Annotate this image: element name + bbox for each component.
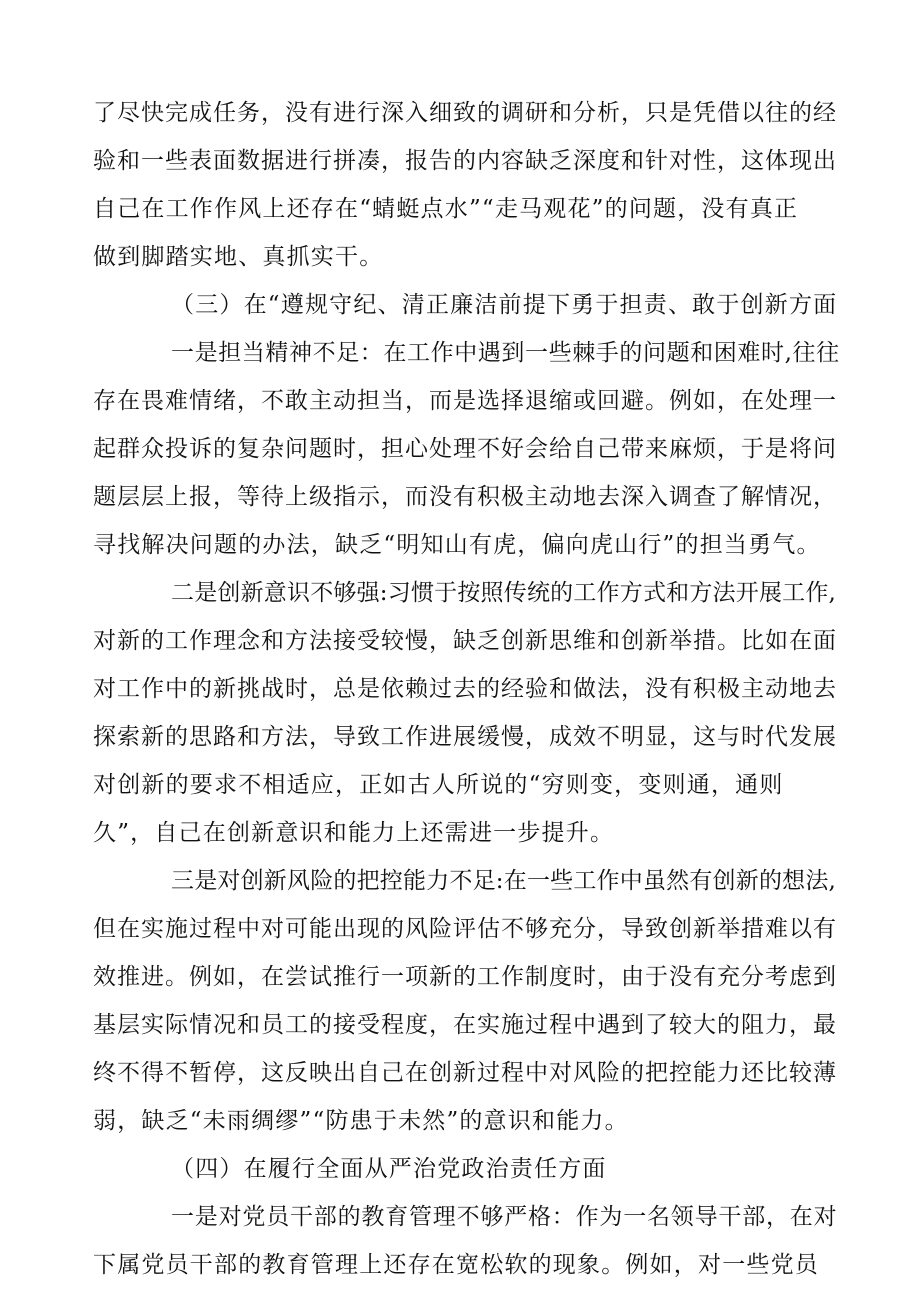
text-line: 基层实际情况和员工的接受程度，在实施过程中遇到了较大的阻力，最	[93, 1012, 837, 1038]
text-line: 一是担当精神不足：在工作中遇到一些棘手的问题和困难时,往往	[171, 340, 840, 366]
section-heading: （三）在“遵规守纪、清正廉洁前提下勇于担责、敢于创新方面	[171, 292, 838, 318]
text-line: 弱，缺乏“未雨绸缪”“防患于未然”的意识和能力。	[93, 1108, 629, 1134]
text-line: 一是对党员干部的教育管理不够严格：作为一名领导干部，在对	[171, 1204, 838, 1230]
text-line: 了尽快完成任务，没有进行深入细致的调研和分析，只是凭借以往的经	[93, 100, 837, 126]
text-line: 对新的工作理念和方法接受较慢，缺乏创新思维和创新举措。比如在面	[93, 628, 837, 654]
text-line: 三是对创新风险的把控能力不足:在一些工作中虽然有创新的想法,	[171, 868, 837, 894]
text-line: 对工作中的新挑战时，总是依赖过去的经验和做法，没有积极主动地去	[93, 676, 837, 702]
text-line: 但在实施过程中对可能出现的风险评估不够充分，导致创新举措难以有	[93, 916, 837, 942]
text-line: 效推进。例如，在尝试推行一项新的工作制度时，由于没有充分考虑到	[93, 964, 837, 990]
text-line: 题层层上报，等待上级指示，而没有积极主动地去深入调查了解情况，	[93, 484, 837, 510]
text-line: 做到脚踏实地、真抓实干。	[93, 244, 384, 270]
text-line: 久”，自己在创新意识和能力上还需进一步提升。	[93, 820, 615, 846]
text-line: 验和一些表面数据进行拼凑，报告的内容缺乏深度和针对性，这体现出	[93, 148, 837, 174]
text-line: 对创新的要求不相适应，正如古人所说的“穷则变，变则通，通则	[93, 772, 784, 798]
text-line: 二是创新意识不够强:习惯于按照传统的工作方式和方法开展工作,	[171, 580, 837, 606]
text-line: 起群众投诉的复杂问题时，担心处理不好会给自己带来麻烦，于是将问	[93, 436, 837, 462]
text-line: 存在畏难情绪，不敢主动担当，而是选择退缩或回避。例如，在处理一	[93, 388, 837, 414]
text-line: 终不得不暂停，这反映出自己在创新过程中对风险的把控能力还比较薄	[93, 1060, 837, 1086]
text-line: 探索新的思路和方法，导致工作进展缓慢，成效不明显，这与时代发展	[93, 724, 837, 750]
section-heading: （四）在履行全面从严治党政治责任方面	[171, 1156, 607, 1182]
text-line: 自己在工作作风上还存在“蜻蜓点水”“走马观花”的问题，没有真正	[93, 196, 799, 222]
text-line: 下属党员干部的教育管理上还存在宽松软的现象。例如，对一些党员	[93, 1252, 819, 1278]
text-line: 寻找解决问题的办法，缺乏“明知山有虎，偏向虎山行”的担当勇气。	[93, 532, 821, 558]
